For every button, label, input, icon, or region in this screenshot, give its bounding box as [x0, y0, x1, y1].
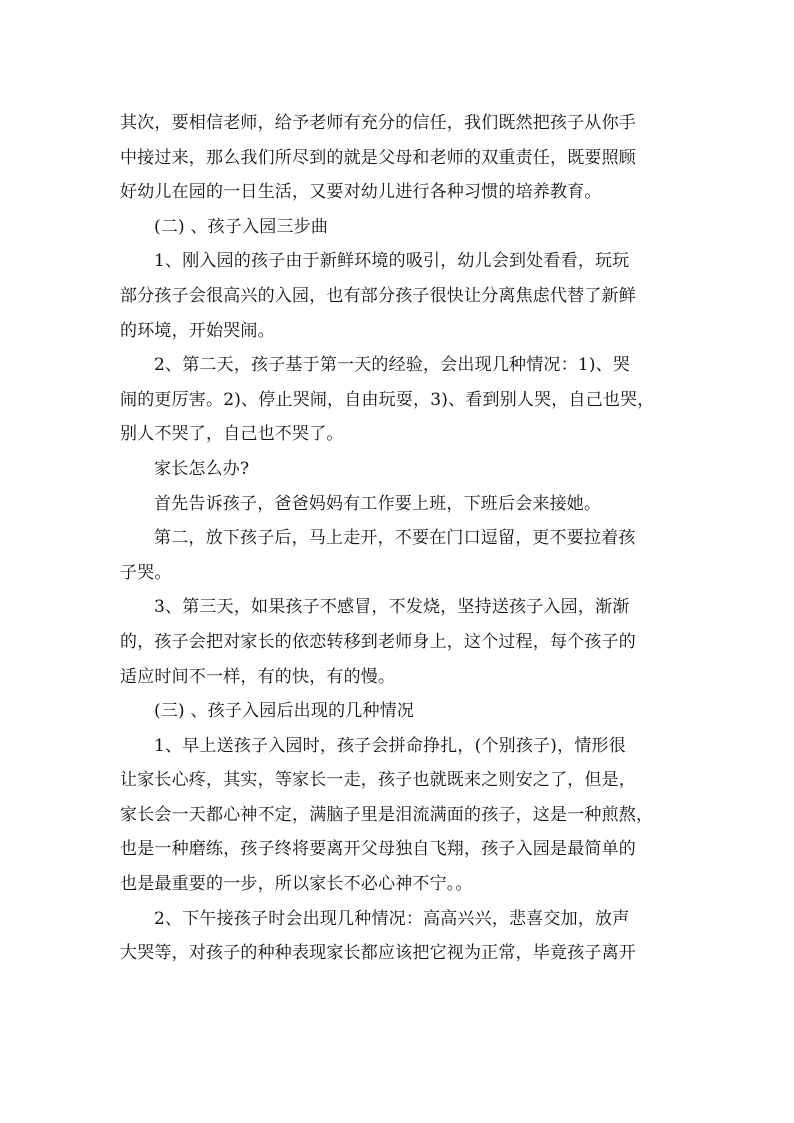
text-line: 也是一种磨练，孩子终将要离开父母独自飞翔，孩子入园是最简单的: [120, 839, 636, 860]
text-line: 的环境，开始哭闹。: [120, 320, 275, 341]
text-line: 的，孩子会把对家长的依恋转移到老师身上，这个过程，每个孩子的: [120, 631, 636, 652]
text-line: 也是最重要的一步，所以家长不必心神不宁。。: [120, 874, 473, 895]
text-line: 别人不哭了，自己也不哭了。: [120, 424, 344, 445]
text-line: 1、早上送孩子入园时，孩子会拼命挣扎，(个别孩子)，情形很: [154, 735, 626, 756]
question-line: 家长怎么办?: [154, 458, 250, 479]
text-line: 其次，要相信老师，给予老师有充分的信任，我们既然把孩子从你手: [120, 113, 636, 133]
text-line: 3、第三天，如果孩子不感冒，不发烧，坚持送孩子入园，渐渐: [154, 597, 630, 618]
text-line: 闹的更厉害。2)、停止哭闹，自由玩耍，3)、看到别人哭，自己也哭，: [120, 389, 655, 410]
text-line: 大哭等，对孩子的种种表现家长都应该把它视为正常，毕竟孩子离开: [120, 943, 636, 964]
text-line: 中接过来，那么我们所尽到的就是父母和老师的双重责任，既要照顾: [120, 147, 636, 168]
text-line: 部分孩子会很高兴的入园，也有部分孩子很快让分离焦虑代替了新鲜: [120, 285, 636, 306]
text-line: 2、下午接孩子时会出现几种情况：高高兴兴，悲喜交加，放声: [154, 908, 630, 929]
section-heading-2: (二) 、孩子入园三步曲: [154, 216, 329, 237]
text-line: 适应时间不一样，有的快，有的慢。: [120, 666, 396, 687]
text-line: 让家长心疼，其实，等家长一走，孩子也就既来之则安之了，但是，: [120, 770, 636, 791]
text-line: 第二，放下孩子后，马上走开，不要在门口逗留，更不要拉着孩: [154, 528, 636, 549]
text-line: 家长会一天都心神不定，满脑子里是泪流满面的孩子，这是一种煎熬，: [120, 804, 654, 825]
text-line: 1、刚入园的孩子由于新鲜环境的吸引，幼儿会到处看看，玩玩: [154, 251, 630, 272]
text-line: 首先告诉孩子，爸爸妈妈有工作要上班，下班后会来接她。: [154, 493, 602, 514]
text-line: 子哭。: [120, 562, 172, 583]
section-heading-3: (三) 、孩子入园后出现的几种情况: [154, 701, 415, 722]
document-body: [120, 106, 676, 971]
text-line: 2、第二天，孩子基于第一天的经验，会出现几种情况：1)、哭: [154, 355, 631, 376]
text-line: 好幼儿在园的一日生活，又要对幼儿进行各种习惯的培养教育。: [120, 182, 602, 203]
